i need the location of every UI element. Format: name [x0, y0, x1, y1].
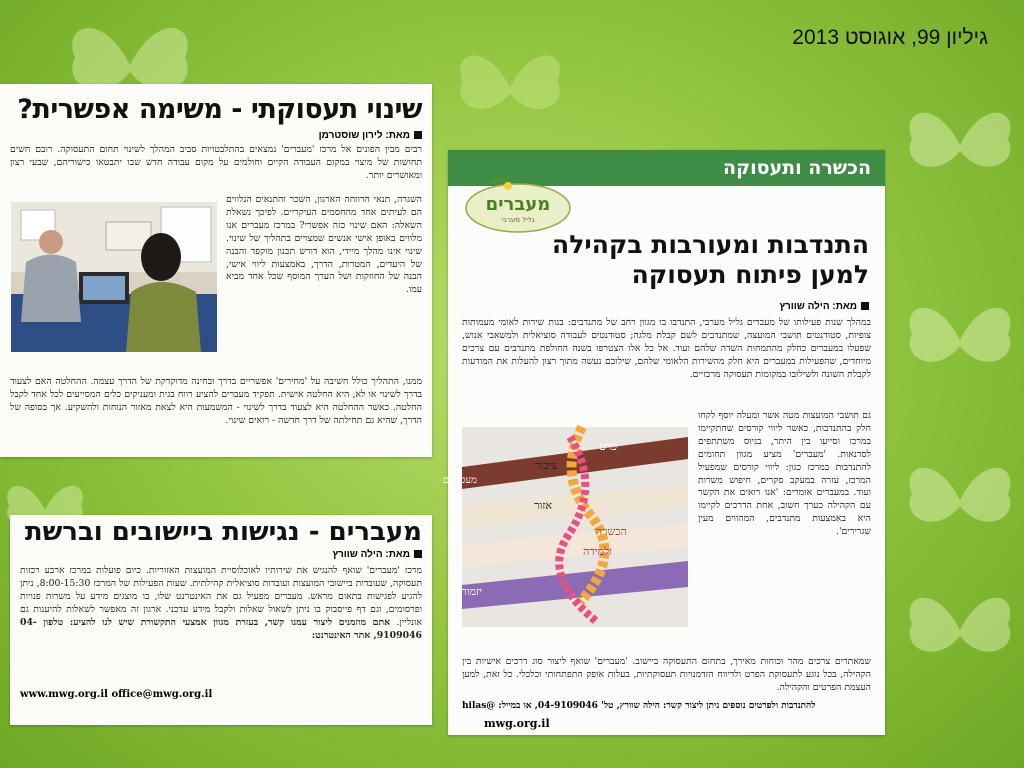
- svg-text:גליל מערבי: גליל מערבי: [501, 216, 535, 224]
- svg-text:ציבור: ציבור: [534, 459, 557, 472]
- article-paragraph: גם תושבי המועצות מטה אשר ומעלה יוסף לקחו חלק בהתנדבות, כאשר ליווי קורסים שהתקיימו במרכז וסייעו בין היתר, בגיוס משתתפים לסדנאות. 'מעברים' מציע מגוון תחומים להתנדבות במרכז כגון: ליווי קורסים שמפעיל המרכז, עזרה במעקב סקרים, חיפוש משרות ועוד. במעברים אומרים: 'אנו רואים את הקשר עם הקהילה כערך חשוב, אחת הדרכים לקיימו היא באמצעות מתנדבים, המהווים מעין שגרירים'.: [698, 410, 871, 538]
- article-paragraph: ממנו, התהליך כולל חשיבה על 'מחירים' אפשריים בדרך ובחינה מדוקדקת של הדרך עצמה. ההחלטה האם לצעוד בדרך לשינוי או לא, היא החלטה אישית. תפקיד מעברים להציע רווח בגית ומעניקים כלים המסייעים לכל אחד לקבל החלטה. כאשר ההחלטה היא לצעוד בדרך לשינוי - המשמעות היא לצאת מאזור הנוחות ולהשקיע. אך בסופה של הדרך, שהיא גם תחילתה של דרך חדשה - רואים שינוי.: [10, 376, 422, 426]
- butterfly-decoration-icon: [900, 95, 1020, 195]
- svg-text:יזמות: יזמות: [460, 585, 482, 598]
- bullet-square-icon: [414, 550, 422, 558]
- article-title: התנדבות ומעורבות בקהילה למען פיתוח תעסוקה: [552, 230, 869, 289]
- svg-text:אזור: אזור: [534, 499, 552, 512]
- article-website: mwg.org.il: [484, 717, 550, 730]
- article-author: מאת: לירון שוסטרמן: [319, 130, 422, 141]
- article-title: שינוי תעסוקתי - משימה אפשרית?: [17, 94, 422, 125]
- svg-text:ולמידה: ולמידה: [583, 545, 612, 558]
- svg-text:מעברים: מעברים: [485, 194, 551, 215]
- article-clip-volunteering: [442, 150, 885, 735]
- article-paragraph: שמאתרים צרכים מהר וכוחות מאירך, בתחום התעסוקה ביישוב. 'מעברים' שואף ליצור סוג דרכים אישיות בין הקהילה, בכל נוגע לתעסוקת הפרט ולדיווח הזדמנויות תעסוקתיות, בעלות אופק התפתחותי וכלכלי. כל זאת, למען העצמת הפרטים והקהילה.: [462, 656, 871, 693]
- article-clip-career-change: [0, 84, 432, 457]
- article-paragraph: רבים מבין הפונים אל מרכז 'מעברים' נמצאים בהתלבטויות סביב המהלך לשינוי תחום התעסוקה. רובם חשים תחושות של מיצוי במקום העבודה הקיים וחולמים על מקום עבודה חדש שבו יתבטאו כישוריהם, שבעי רצון ומאושרים יותר.: [10, 144, 422, 181]
- svg-text:הכשרה: הכשרה: [595, 525, 627, 538]
- article-website: www.mwg.org.il office@mwg.org.il: [20, 689, 213, 700]
- svg-text:פרט: פרט: [599, 440, 617, 453]
- office-photo: [11, 202, 217, 352]
- article-clip-accessibility: [10, 515, 432, 725]
- article-paragraph: מרכז 'מעברים' שואף להנגיש את שירותיו לאוכלוסיית המועצות האזוריות. כיום פועלות במרכז ארבע רכזות תעסוקה, שעובדות ביישובי המועצות ועובדות סוציאלית קהילתית. שעות הפעילות של המרכז 8:00-15:30, ניתן להגיע לפגישות בתאום מראש. מעברים מפעיל גם את האינטרנט שלו, בו מוצגים מידע על משרות פנויות ופרסומים, וגם דף פייסבוק בו ניתן לשאול שאלות ולקבל מידע עדכני. ארגון זה מאפשר לשאלות להיענות גם אונליין. אתם מוזמנים ליצור עמנו קשר, בעזרת מגוון אמצעי התקשורת שיש לנו להציע: טלפון 04-9109046, אתר האינטרנט:: [20, 565, 422, 641]
- contact-line: hilas@ :להתנדבות ולפרטים נוספים ניתן ליצור קשר: הילה שוורץ, טל' 04-9109046, או במייל: [462, 701, 816, 711]
- article-paragraph: במהלך שנות פעילותו של מעברים גליל מערבי, התנדבו בו מגוון רחב של מתנדבים: בנות שירות לאומי מעמותות צופיות, סטודנטים תושבי המועצה, שמתנדבים לשם קבלת מלגה; סטודנטים לעבודה סוציאלית ולמשאבי אנוש, שפעלו במעברים כחלק מהתמחות השדה שלהם ועוד. אל כל אלו הצטרפו בשנה החולפת מתנדבים עם צרכים מיוחדים, שהפעילות במעברים היא חלק מהשירות הלאומי שלהם, שילובם נעשה מתוך רצון להעלות את המודעות לקבלת השונה ולשילובו במקומות תעסוקה מרכזיים.: [462, 317, 871, 380]
- section-bar: הכשרה ותעסוקה: [448, 150, 885, 186]
- article-author: מאת: הילה שוורץ: [779, 301, 869, 312]
- article-title: מעברים - נגישות ביישובים וברשת: [24, 517, 422, 547]
- butterfly-decoration-icon: [900, 450, 1020, 550]
- bullet-square-icon: [414, 131, 422, 139]
- sign-photo: [442, 427, 688, 627]
- butterfly-decoration-icon: [900, 290, 1020, 390]
- bullet-square-icon: [861, 302, 869, 310]
- article-author: מאת: הילה שוורץ: [332, 549, 422, 560]
- svg-text:מעסיקים: מעסיקים: [442, 475, 477, 486]
- maavarim-logo: [462, 174, 574, 234]
- butterfly-decoration-icon: [900, 580, 1020, 680]
- article-paragraph: השגרה, תנאי הרווחה הארגון, השכר והתנאים הנלווים הם לעיתים אחד מהחסמים העיקריים. לפיכך נשאלת השאלה: האם שינוי כזה אפשרי? במרכז מעברים אנו מלווים באופן אישי אנשים שמצויים בתהליך של שינוי. שינוי אינו מהלך מיידי, הוא דורש תכנון מוקפד והבנה של היעדים, המטרות, הדרך, באמצעות ליווי אישי, הבנה של החוזקות ושל הערך המוסף שכל אחד מביא עמו.: [226, 194, 422, 296]
- slide-header: גיליון 99, אוגוסט 2013: [792, 26, 988, 49]
- butterfly-decoration-icon: [450, 40, 570, 135]
